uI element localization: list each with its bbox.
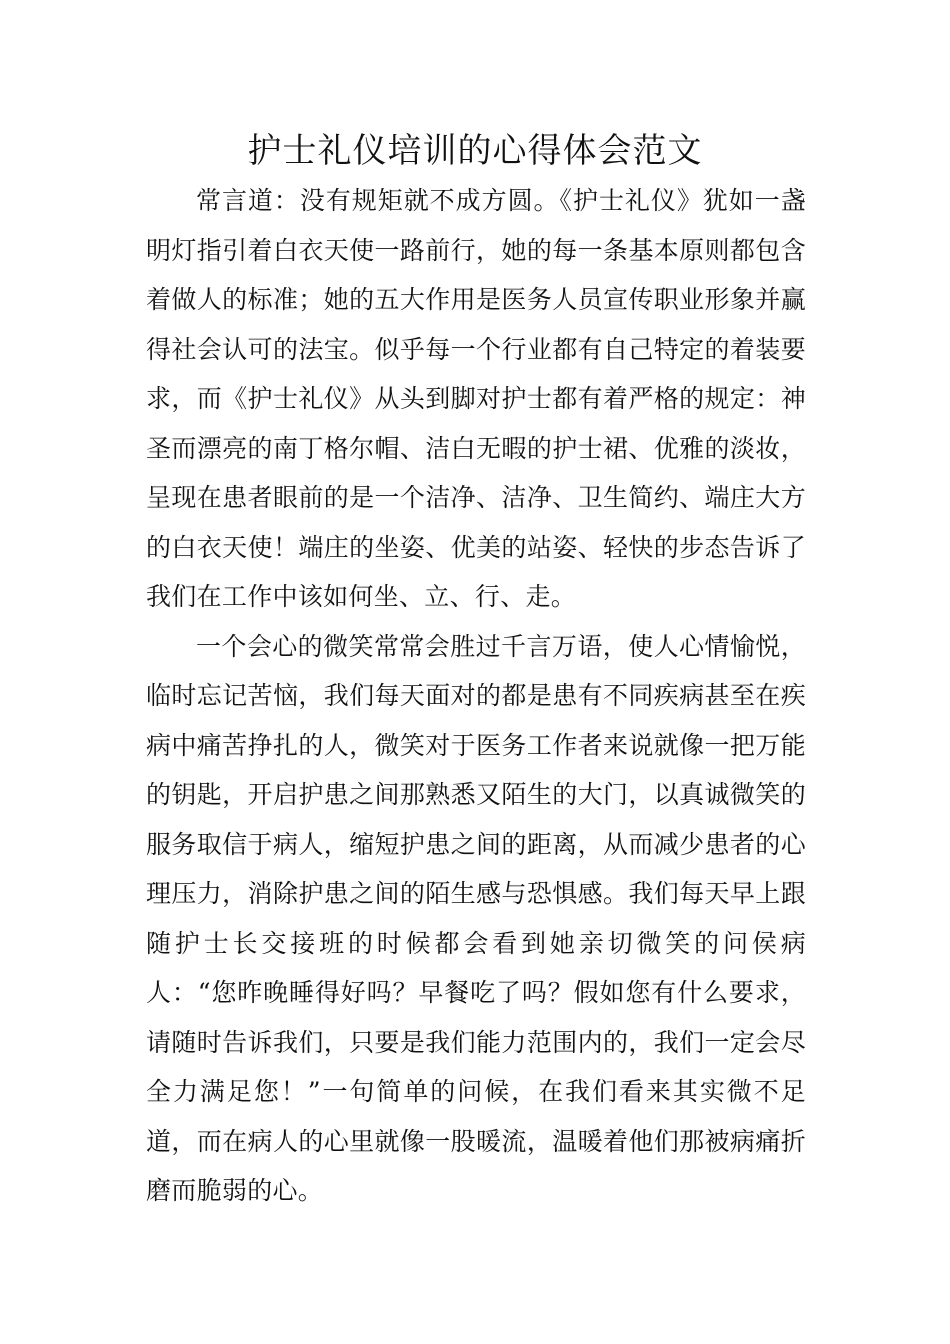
paragraph-1: 常言道：没有规矩就不成方圆。《护士礼仪》犹如一盏明灯指引着白衣天使一路前行，她的每一条基本原则都包含着做人的标准；她的五大作用是医务人员宣传职业形象并赢得社会认可的法宝。似乎每一个行业都有自己特定的着装要求，而《护士礼仪》从头到脚对护士都有着严格的规定：神圣而漂亮的南丁格尔帽、洁白无暇的护士裙、优雅的淡妆，呈现在患者眼前的是一个洁净、洁净、卫生简约、端庄大方的白衣天使！端庄的坐姿、优美的站姿、轻快的步态告诉了我们在工作中该如何坐、立、行、走。 [146, 186, 806, 611]
document-title: 护士礼仪培训的心得体会范文 [247, 131, 703, 171]
paragraph-2: 一个会心的微笑常常会胜过千言万语，使人心情愉悦，临时忘记苦恼，我们每天面对的都是患有不同疾病甚至在疾病中痛苦挣扎的人，微笑对于医务工作者来说就像一把万能的钥匙，开启护患之间那熟悉又陌生的大门，以真诚微笑的服务取信于病人，缩短护患之间的距离，从而减少患者的心理压力，消除护患之间的陌生感与恐惧感。我们每天早上跟随护士长交接班的时候都会看到她亲切微笑的问侯病人：“您昨晚睡得好吗？早餐吃了吗？假如您有什么要求，请随时告诉我们，只要是我们能力范围内的，我们一定会尽全力满足您！”一句简单的问候，在我们看来其实微不足道，而在病人的心里就像一股暖流，温暖着他们那被病痛折磨而脆弱的心。 [146, 631, 806, 1205]
document-body [146, 176, 806, 1216]
